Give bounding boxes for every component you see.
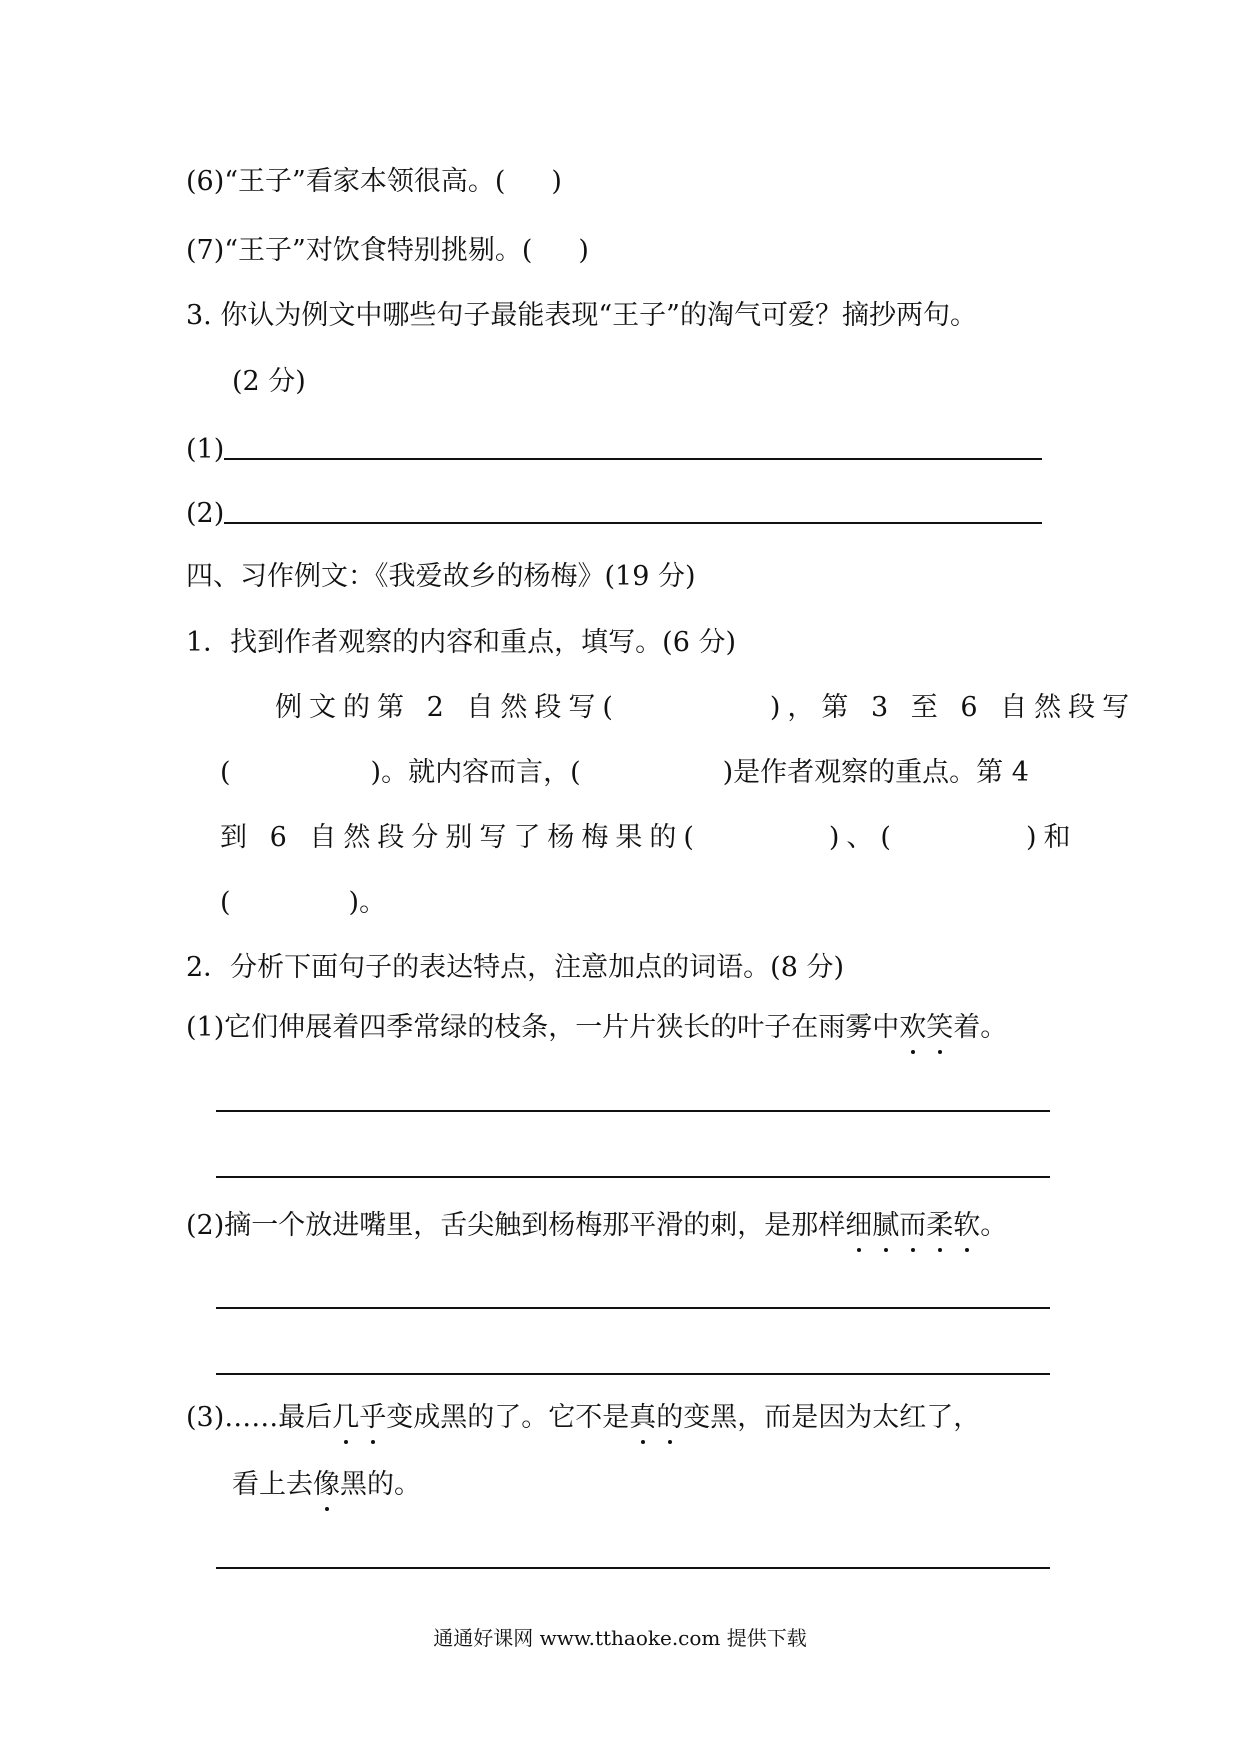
question-3-score: (2 分) [232, 366, 306, 397]
fill-in-line-2-c: )是作者观察的重点。第 4 [722, 757, 1029, 788]
emphasis-char: 的 [656, 1400, 683, 1436]
answer-blank-1[interactable] [224, 458, 1042, 460]
answer-blank-1-label: (1) [186, 434, 225, 465]
sentence-3-b: 变成黑的了。它不是 [386, 1402, 630, 1433]
answer-3-line-1[interactable] [216, 1567, 1050, 1569]
fill-in-line-1-b: )，第 3 至 6 自然段写 [769, 692, 1137, 723]
emphasis-char: 像 [313, 1467, 340, 1503]
emphasis-char: 细 [845, 1208, 872, 1244]
fill-in-line-2 [220, 755, 1029, 791]
sentence-3-c: 变黑，而是因为太红了， [683, 1402, 981, 1433]
answer-2-line-2[interactable] [216, 1373, 1050, 1375]
question-3-prompt: 3. 你认为例文中哪些句子最能表现“王子”的淘气可爱？摘抄两句。 [186, 300, 977, 331]
fill-in-line-4-a: ( [220, 887, 231, 918]
sentence-3-d: 看上去 [232, 1469, 313, 1500]
emphasis-char: 柔 [926, 1208, 953, 1244]
fill-in-line-3 [220, 820, 1078, 856]
sentence-2-dotted-word [845, 1210, 980, 1241]
section-4-heading: 四、习作例文：《我爱故乡的杨梅》(19 分) [186, 561, 696, 592]
question-7 [186, 233, 589, 269]
question-1-title: 1．找到作者观察的内容和重点，填写。(6 分) [186, 627, 737, 658]
footer-credit: 通通好课网 www.tthaoke.com 提供下载 [433, 1626, 807, 1650]
answer-1-line-1[interactable] [216, 1110, 1050, 1112]
emphasis-char: 几 [332, 1400, 359, 1436]
sentence-3-dotted-word-2 [629, 1402, 683, 1433]
question-7-close: ) [578, 235, 589, 266]
emphasis-char: 乎 [359, 1400, 386, 1436]
fill-in-line-4 [220, 885, 386, 921]
fill-in-line-3-c: )和 [1025, 822, 1078, 853]
question-6-text: (6)“王子”看家本领很高。( [186, 166, 506, 197]
emphasis-char: 腻 [872, 1208, 899, 1244]
sentence-1-text: (1)它们伸展着四季常绿的枝条，一片片狭长的叶子在雨雾中 [186, 1012, 900, 1043]
emphasis-char: 真 [629, 1400, 656, 1436]
fill-in-line-2-a: ( [220, 757, 231, 788]
emphasis-char: 笑 [926, 1010, 953, 1046]
fill-in-line-3-a: 到 6 自然段分别写了杨梅果的( [220, 822, 701, 853]
sentence-1 [186, 1010, 1007, 1046]
answer-blank-2-label: (2) [186, 498, 225, 529]
emphasis-char: 而 [899, 1208, 926, 1244]
question-2-title: 2．分析下面句子的表达特点，注意加点的词语。(8 分) [186, 952, 845, 983]
emphasis-char: 欢 [899, 1010, 926, 1046]
sentence-1-end: 着。 [953, 1012, 1008, 1043]
emphasis-char: 软 [953, 1208, 980, 1244]
sentence-2-end: 。 [980, 1210, 1008, 1241]
answer-blank-2[interactable] [224, 522, 1042, 524]
sentence-3-continued [232, 1467, 421, 1503]
sentence-3 [186, 1400, 980, 1436]
fill-in-line-3-b: )、( [828, 822, 898, 853]
question-7-text: (7)“王子”对饮食特别挑剔。( [186, 235, 533, 266]
fill-in-line-2-b: )。就内容而言，( [370, 757, 581, 788]
sentence-3-dotted-word-3 [313, 1469, 340, 1500]
fill-in-line-4-b: )。 [348, 887, 387, 918]
answer-2-line-1[interactable] [216, 1307, 1050, 1309]
sentence-2 [186, 1208, 1007, 1244]
answer-1-line-2[interactable] [216, 1176, 1050, 1178]
sentence-2-text: (2)摘一个放进嘴里，舌尖触到杨梅那平滑的刺，是那样 [186, 1210, 846, 1241]
question-6-close: ) [551, 166, 562, 197]
sentence-3-a: (3)……最后 [186, 1402, 333, 1433]
fill-in-line-1-a: 例文的第 2 自然段写( [275, 692, 620, 723]
sentence-3-dotted-word-1 [332, 1402, 386, 1433]
sentence-1-dotted-word [899, 1012, 953, 1043]
fill-in-line-1 [275, 690, 1136, 726]
question-6 [186, 164, 562, 200]
sentence-3-e: 黑的。 [340, 1469, 421, 1500]
